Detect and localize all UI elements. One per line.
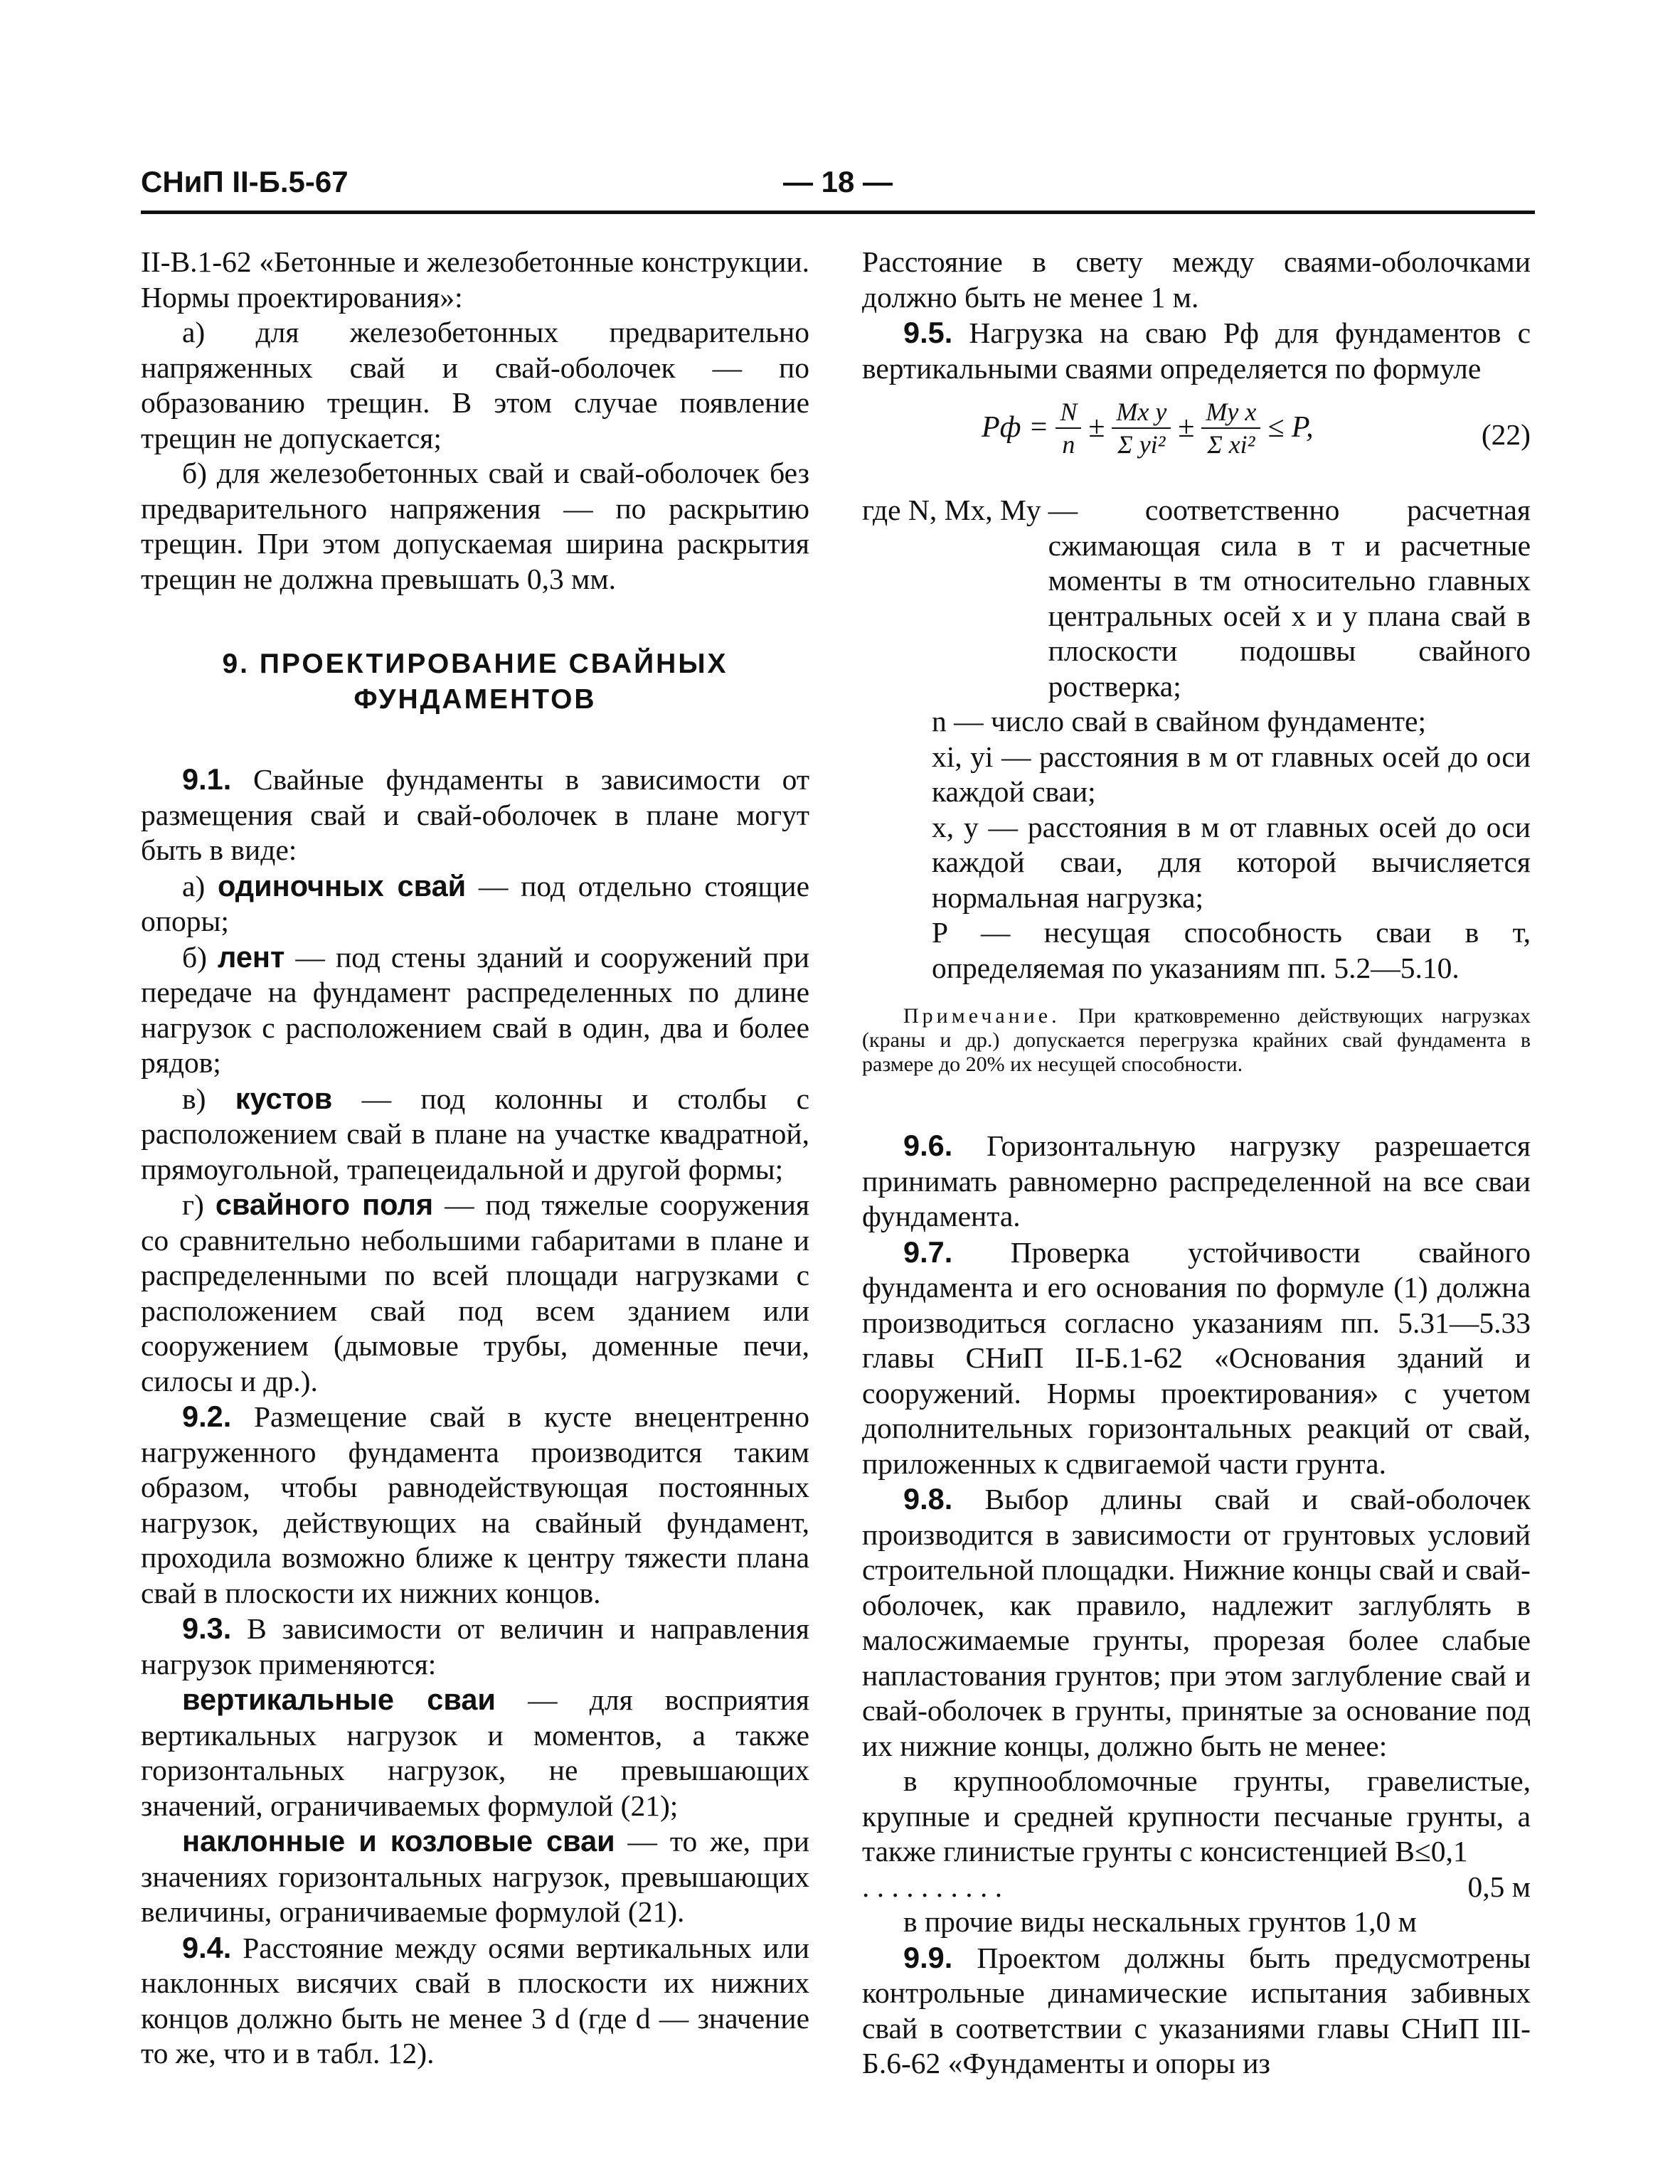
item-term: наклонные и козловые сваи [182, 1824, 615, 1858]
clause-text: Нагрузка на сваю Pф для фундаментов с вертикальными сваями определяется по формуле [862, 316, 1531, 385]
clause-9-5 [862, 315, 1531, 386]
item-text: — под стены зданий и сооружений при передаче на фундамент распределенных по длине нагрузок с расположением свай в один, два и более рядов; [141, 940, 809, 1079]
clause-9-3-inclined [141, 1823, 809, 1930]
clause-9-8-other: в прочие виды нескальных грунтов 1,0 м [903, 1905, 1417, 1938]
numerator: N [1056, 396, 1081, 429]
item-letter: в) [182, 1082, 206, 1115]
clause-9-1-c [141, 1081, 809, 1188]
clause-number: 9.5. [903, 316, 953, 349]
clause-9-4 [141, 1930, 809, 2072]
clause-9-1-d [141, 1187, 809, 1399]
clause-number: 9.3. [182, 1612, 232, 1645]
clause-9-8-coarse: в крупнообломочные грунты, гравелистые, крупные и средней крупности песчаные грунты, а также глинистые грунты с консистенцией B≤0,1 [862, 1764, 1531, 1868]
item-term: вертикальные сваи [182, 1683, 496, 1716]
clause-number: 9.1. [182, 762, 232, 796]
clause-text: Проверка устойчивости свайного фундамента и его основания по формуле (1) должна производиться согласно указаниям пп. 5.31—5.33 главы СНиП II-Б.1-62 «Основания зданий и сооружений. Нормы проектирования» с учетом дополнительных горизонтальных реакций от свай, приложенных к сдвигаемой части грунта. [862, 1235, 1531, 1480]
item-text: — под отдельно стоящие опоры; [141, 869, 810, 937]
paragraph-b: б) для железобетонных свай и свай-оболочек без предварительного напряжения — по раскрытию трещин. При этом допускаемая ширина раскрытия трещин не должна превышать 0,3 мм. [141, 457, 809, 595]
section-title: 9. ПРОЕКТИРОВАНИЕ СВАЙНЫХ ФУНДАМЕНТОВ [222, 649, 728, 715]
definition-row [862, 493, 1531, 704]
right-column [862, 245, 1531, 2082]
depth-value: 0,5 м [1467, 1870, 1531, 1903]
denominator: Σ xi² [1207, 430, 1255, 459]
plus-minus-sign: ± [1088, 411, 1105, 444]
item-text: — для восприятия вертикальных нагрузок и моментов, а также горизонтальных нагрузок, не превышающих значений, ограничиваемых формулой (21); [141, 1683, 809, 1822]
page-number: — 18 — [782, 165, 893, 198]
clause-9-8 [862, 1481, 1531, 1764]
paragraph-intro: II-В.1-62 «Бетонные и железобетонные конструкции. Нормы проектирования»: [141, 245, 809, 314]
clause-number: 9.4. [182, 1930, 232, 1964]
item-letter: г) [182, 1188, 204, 1221]
formula-term-1 [1056, 396, 1081, 460]
dot-leader: . . . . . . . . . . [862, 1870, 1003, 1903]
numerator: My x [1201, 396, 1260, 429]
item-term: свайного поля [215, 1188, 434, 1221]
definition-text: — соответственно расчетная сжимающая сила в т и расчетные моменты в тм относительно главных центральных осей x и y плана свай в плоскости подошвы свайного ростверка; [1048, 494, 1531, 703]
definition-row: xi, yi — расстояния в м от главных осей до оси каждой сваи; [932, 740, 1531, 808]
clause-text: Проектом должны быть предусмотрены контрольные динамические испытания забивных свай в соответствии с указаниями главы СНиП III-Б.6-62 «Фундаменты и опоры из [862, 1941, 1531, 2079]
clause-text: Расстояние между осями вертикальных или наклонных висячих свай в плоскости их нижних концов должно быть не менее 3 d (где d — значение то же, что и в табл. 12). [141, 1931, 810, 2070]
clause-text: В зависимости от величин и направления нагрузок применяются: [141, 1612, 809, 1680]
formula-lhs: Pф = [982, 411, 1049, 444]
note [862, 1004, 1531, 1077]
clause-9-1-b [141, 939, 809, 1081]
definition-row: n — число свай в свайном фундаменте; [932, 705, 1427, 737]
numerator: Mx y [1112, 396, 1171, 429]
item-text: — под тяжелые сооружения со сравнительно небольшими габаритами в плане и распределенными по всей площади нагрузками с расположением свай под всем зданием или сооружением (дымовые трубы, доменные печи, силосы и др.). [141, 1188, 809, 1397]
formula-rhs: ≤ P, [1267, 411, 1314, 444]
definition-term: где N, Mx, My [862, 494, 1041, 526]
item-term: лент [218, 939, 285, 974]
clause-9-3-vertical [141, 1682, 809, 1823]
clause-9-8-coarse-value-line [862, 1870, 1531, 1905]
clause-text: Размещение свай в кусте внецентренно нагруженного фундамента производится таким образом, чтобы равнодействующая постоянных нагрузок, действующих на свайный фундамент, проходила возможно ближе к центру тяжести плана свай в плоскости их нижних концов. [141, 1400, 810, 1609]
item-letter: б) [182, 940, 207, 974]
paragraph-continuation: Расстояние в свету между сваями-оболочками должно быть не менее 1 м. [862, 245, 1531, 314]
paragraph-a: а) для железобетонных предварительно напряженных свай и свай-оболочек — по образованию трещин. В этом случае появление трещин не допускается; [141, 316, 809, 454]
clause-text: Выбор длины свай и свай-оболочек производится в зависимости от грунтовых условий строительной площадки. Нижние концы свай и свай-оболочек, как правило, надлежит заглублять в малосжимаемые грунты, прорезая более слабые напластования грунтов; при этом заглубление свай и свай-оболочек в грунты, принятые за основание под их нижние концы, должно быть не менее: [862, 1483, 1531, 1762]
item-text: — под колонны и столбы с расположением свай в плане на участке квадратной, прямоугольной, трапецеидальной и другой формы; [141, 1082, 809, 1186]
denominator: n [1062, 430, 1075, 459]
clause-number: 9.8. [903, 1482, 953, 1516]
clause-9-9 [862, 1940, 1531, 2082]
plus-minus-sign: ± [1178, 411, 1195, 444]
item-letter: а) [182, 869, 206, 902]
clause-9-2 [141, 1399, 809, 1611]
denominator: Σ yi² [1117, 430, 1166, 459]
clause-text: Горизонтальную нагрузку разрешается принимать равномерно распределенной на все сваи фундамента. [862, 1129, 1531, 1232]
note-label: Примечание. [903, 1004, 1060, 1028]
clause-9-1 [141, 762, 809, 868]
item-term: кустов [235, 1081, 333, 1115]
document-code: СНиП II-Б.5-67 [141, 165, 349, 198]
clause-number: 9.6. [903, 1129, 953, 1162]
variable-definitions [862, 493, 1531, 986]
clause-text: Свайные фундаменты в зависимости от размещения свай и свай-оболочек в плане могут быть в виде: [141, 763, 809, 866]
left-column [141, 245, 809, 2072]
clause-number: 9.9. [903, 1940, 953, 1974]
clause-9-6 [862, 1128, 1531, 1235]
page-header [141, 165, 1535, 208]
item-term: одиночных свай [217, 868, 467, 902]
note-text: При кратковременно действующих нагрузках (краны и др.) допускается перегрузка крайних свай фундамента в размере до 20% их несущей способности. [862, 1004, 1531, 1076]
definition-row: P — несущая способность сваи в т, определяемая по указаниям пп. 5.2—5.10. [932, 916, 1531, 984]
clause-9-3 [141, 1611, 809, 1682]
clause-number: 9.2. [182, 1400, 232, 1433]
header-rule [141, 211, 1535, 214]
formula-22 [862, 392, 1531, 480]
definition-row: x, y — расстояния в м от главных осей до оси каждой сваи, для которой вычисляется нормальная нагрузка; [932, 810, 1531, 914]
formula-term-3 [1201, 396, 1260, 460]
clause-9-1-a [141, 868, 809, 939]
clause-number: 9.7. [903, 1235, 953, 1269]
clause-9-7 [862, 1235, 1531, 1482]
item-text: — то же, при значениях горизонтальных нагрузок, превышающих величины, ограничиваемые формулой (21). [141, 1825, 809, 1928]
equation-number: (22) [1481, 418, 1531, 451]
formula-term-2 [1112, 396, 1171, 460]
